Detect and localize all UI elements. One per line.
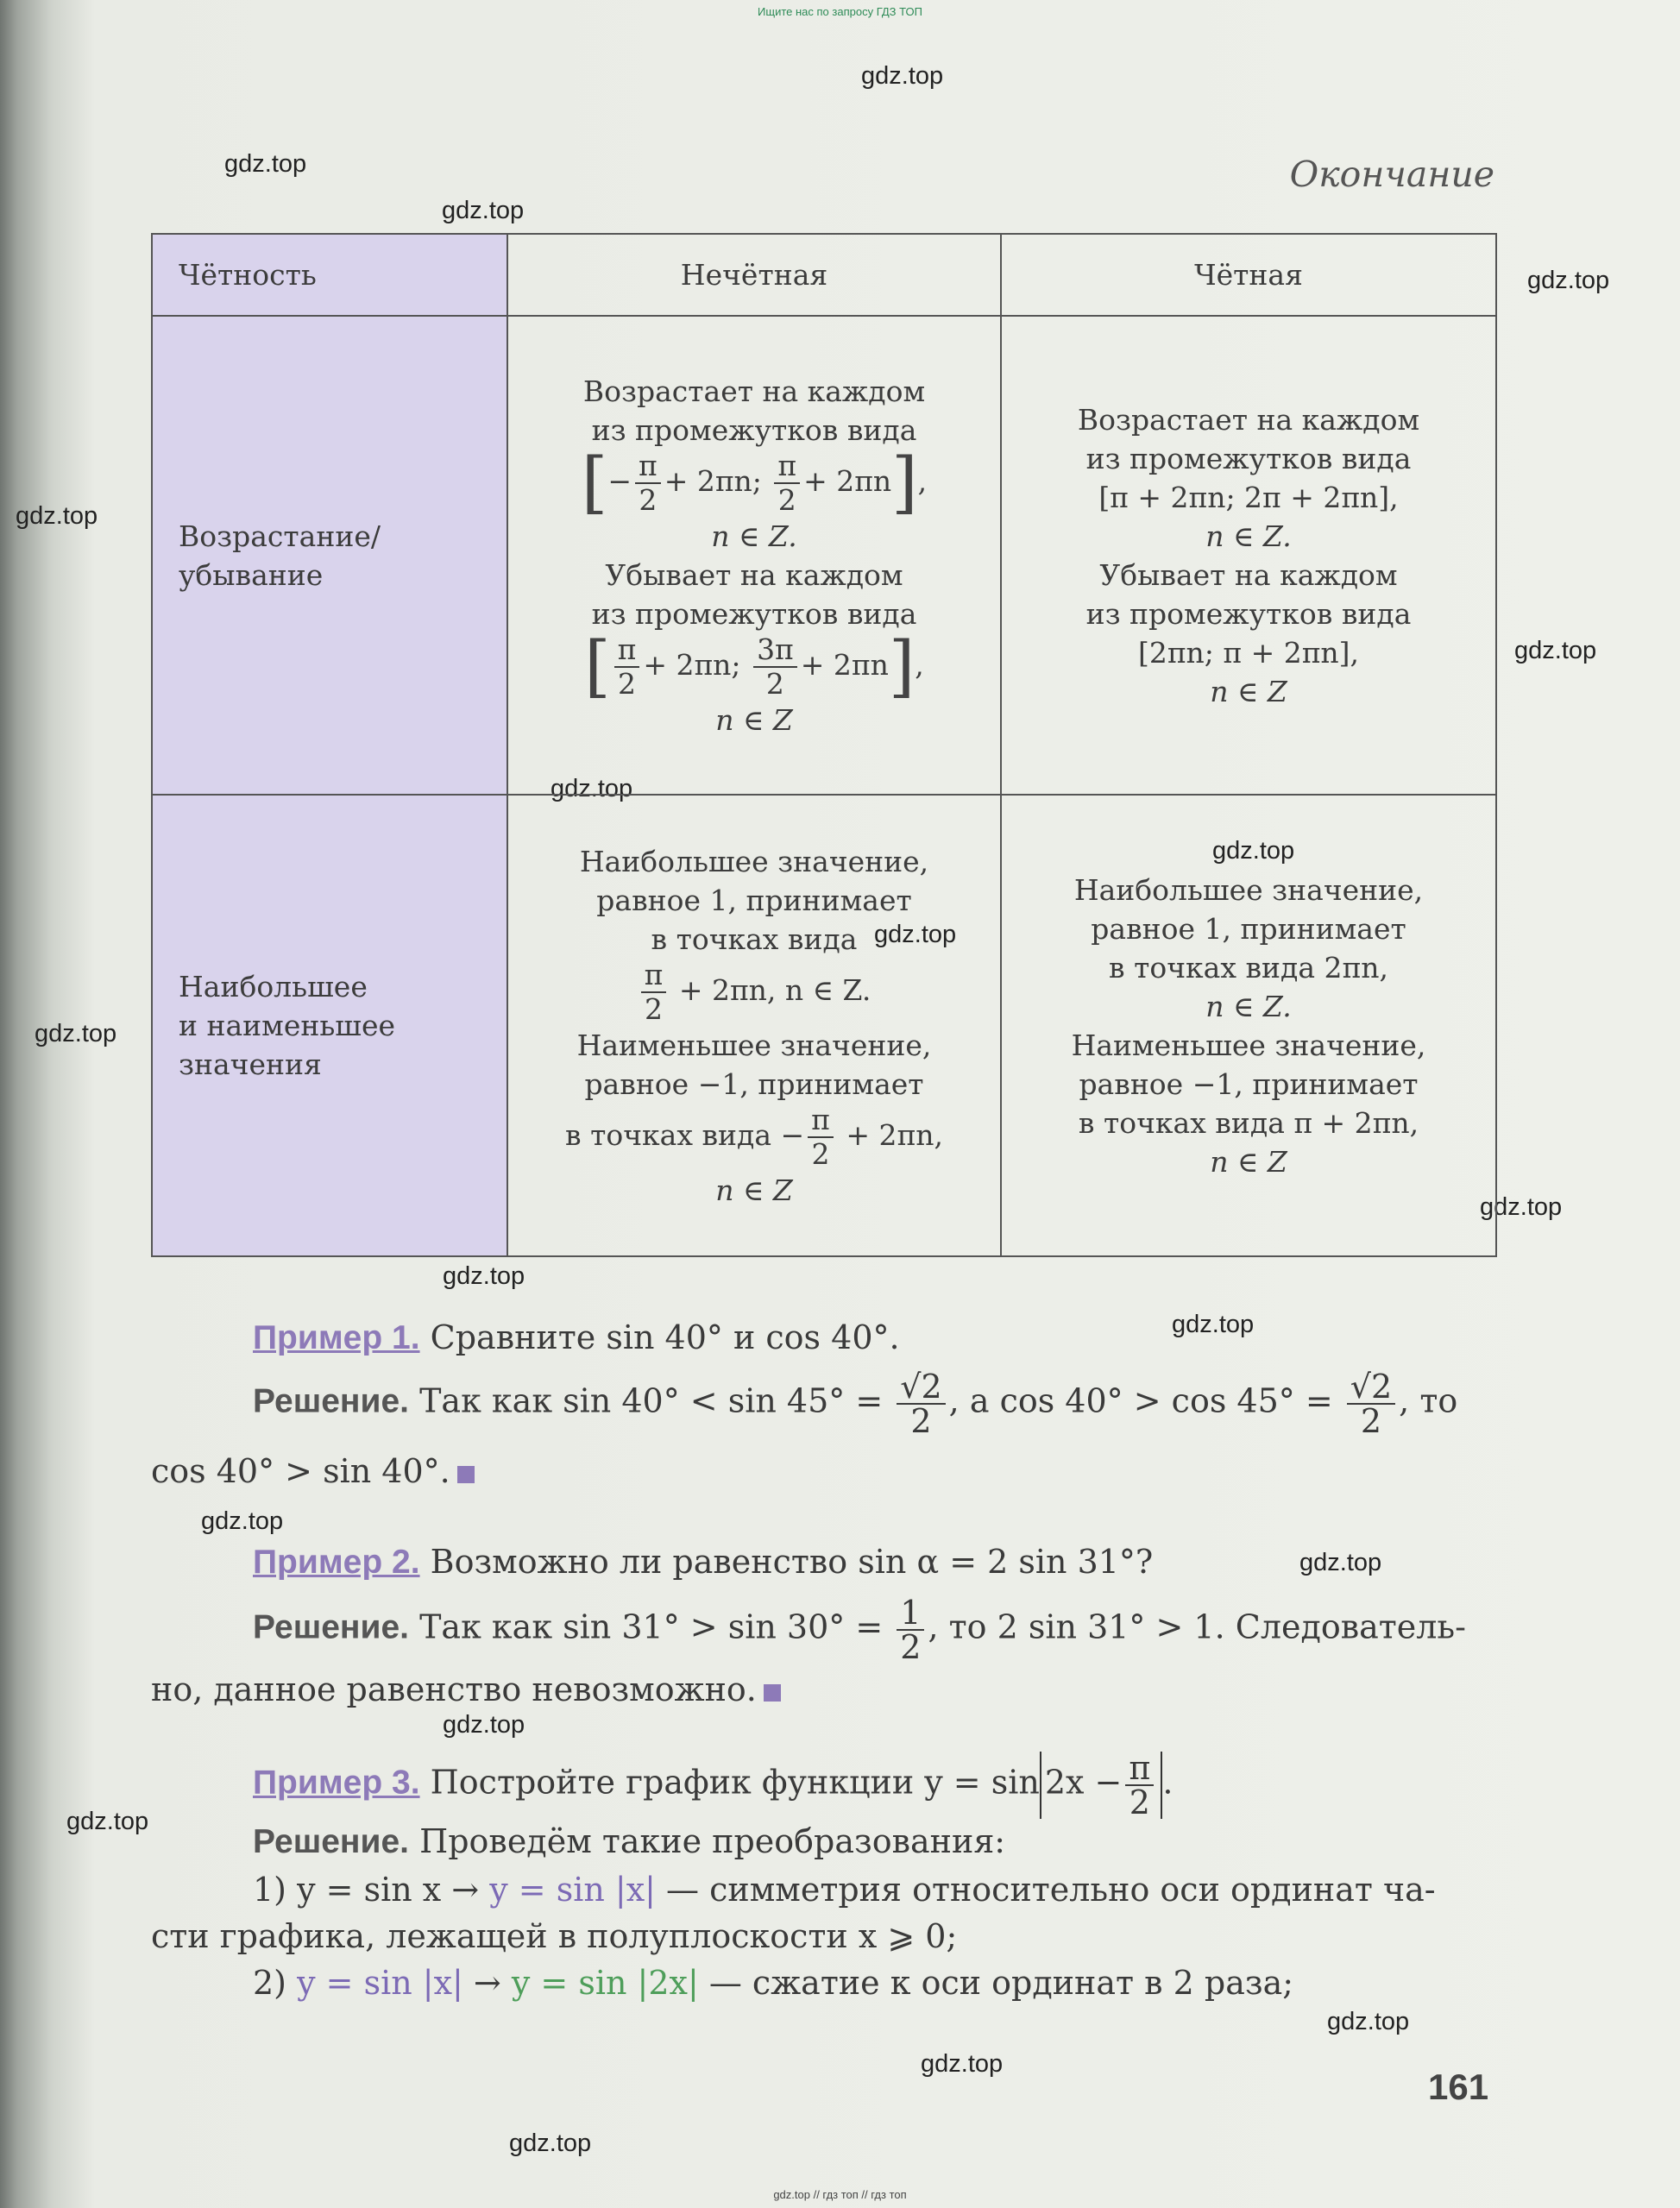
cos-parity: Чётная (1001, 234, 1496, 316)
example-1-solution: Решение. Так как sin 40° < sin 45° = $\frac{√2}{2}$ , а cos 40° > cos 45° = $\frac{√2}{2}$ , то (253, 1368, 1458, 1440)
watermark: gdz.top (442, 197, 525, 224)
table-row (152, 234, 1496, 316)
sin-parity: Нечётная (507, 234, 1001, 316)
cos-increasing-interval: [π + 2πn; 2π + 2πn], (1098, 480, 1399, 514)
step-1: 1) y = sin x → y = sin |x| — симметрия относительно оси ординат ча- (253, 1871, 1436, 1909)
page-number: 161 (1428, 2066, 1489, 2107)
cos-monotonic-cell: Возрастает на каждом из промежутков вида [π + 2πn; 2π + 2πn], n ∈ Z. Убывает на каждом из промежутков вида [2πn; π + 2πn], n ∈ Z (1001, 316, 1496, 795)
cos-extrema-cell: Наибольшее значение, равное 1, принимает в точках вида 2πn, n ∈ Z. Наименьшее значение, равное −1, принимает в точках вида π + 2πn, n ∈ Z (1001, 795, 1496, 1256)
sin-extrema-cell: Наибольшее значение, равное 1, принимает в точках вида $\frac{\pi}{2}$ + 2πn, n ∈ Z. Наименьшее значение, равное −1, принимает в точках вида − $\frac{\pi}{2}$ + 2πn, n ∈ Z (507, 795, 1001, 1256)
watermark: gdz.top (1172, 1311, 1255, 1338)
watermark: gdz.top (35, 1020, 117, 1047)
properties-table (151, 233, 1497, 1257)
watermark: gdz.top (1299, 1549, 1382, 1576)
watermark: gdz.top (1527, 267, 1610, 294)
watermark: gdz.top (551, 775, 633, 802)
example-2-conclusion: но, данное равенство невозможно. (151, 1670, 781, 1708)
table-continuation-label: Окончание (1289, 154, 1494, 195)
sin-increasing-interval: [− $\frac{\pi}{2}$ + 2πn; $\frac{\pi}{2}$ + 2πn], (581, 443, 928, 521)
monotonic-label: Возрастание/ убывание (152, 316, 507, 795)
watermark: gdz.top (921, 2050, 1004, 2078)
example-2-solution: Решение. Так как sin 31° > sin 30° = $\frac{1}{2}$ , то 2 sin 31° > 1. Следователь- (253, 1594, 1466, 1666)
watermark: gdz.top (1480, 1193, 1563, 1221)
footer-note: gdz.top // гдз топ // гдз топ (773, 2188, 907, 2201)
watermark: gdz.top (509, 2129, 592, 2157)
sin-max-points: $\frac{\pi}{2}$ + 2πn, n ∈ Z. (517, 959, 991, 1026)
end-of-proof-icon (457, 1466, 475, 1483)
extrema-label: Наибольшее и наименьшее значения (152, 795, 507, 1256)
sin-min-points: в точках вида − $\frac{\pi}{2}$ + 2πn, (565, 1102, 943, 1171)
watermark: gdz.top (224, 150, 307, 178)
watermark: gdz.top (861, 62, 944, 90)
watermark: gdz.top (66, 1808, 149, 1835)
watermark: gdz.top (443, 1262, 525, 1290)
table-row (152, 795, 1496, 1256)
end-of-proof-icon (764, 1684, 781, 1702)
watermark: gdz.top (16, 502, 98, 530)
sin-decreasing-interval: [ $\frac{\pi}{2}$ + 2πn; $\frac{3\pi}{2}$ + 2πn], (584, 627, 924, 705)
watermark: gdz.top (201, 1507, 284, 1535)
watermark: gdz.top (1212, 837, 1295, 865)
table-row (152, 316, 1496, 795)
example-3-heading: Пример 3. Постройте график функции y = sin 2x − $\frac{\pi}{2}$ . (253, 1749, 1173, 1821)
watermark: gdz.top (874, 921, 957, 948)
parity-label: Чётность (152, 234, 507, 316)
example-2-heading: Пример 2. Возможно ли равенство sin α = 2 sin 31°? (253, 1543, 1154, 1581)
watermark: gdz.top (1514, 637, 1597, 664)
example-1-conclusion: cos 40° > sin 40°. (151, 1452, 475, 1490)
step-1-continued: сти графика, лежащей в полуплоскости x ⩾ 0; (151, 1917, 958, 1955)
watermark: gdz.top (443, 1711, 525, 1739)
sin-monotonic-cell: Возрастает на каждом из промежутков вида [− $\frac{\pi}{2}$ + 2πn; $\frac{\pi}{2}$ + 2πn], n ∈ Z. Убывает на каждом из промежутков вида [ $\frac{\pi}{2}$ + 2πn; $\frac{3\pi}{2}$ + 2πn], n ∈ Z (507, 316, 1001, 795)
example-3-solution: Решение. Проведём такие преобразования: (253, 1822, 1006, 1860)
example-1-heading: Пример 1. Сравните sin 40° и cos 40°. (253, 1318, 900, 1356)
header-note: Ищите нас по запросу ГДЗ ТОП (758, 5, 922, 18)
step-2: 2) y = sin |x| → y = sin |2x| — сжатие к оси ординат в 2 раза; (253, 1964, 1294, 2002)
watermark: gdz.top (1327, 2008, 1410, 2035)
cos-decreasing-interval: [2πn; π + 2πn], (1137, 635, 1360, 670)
